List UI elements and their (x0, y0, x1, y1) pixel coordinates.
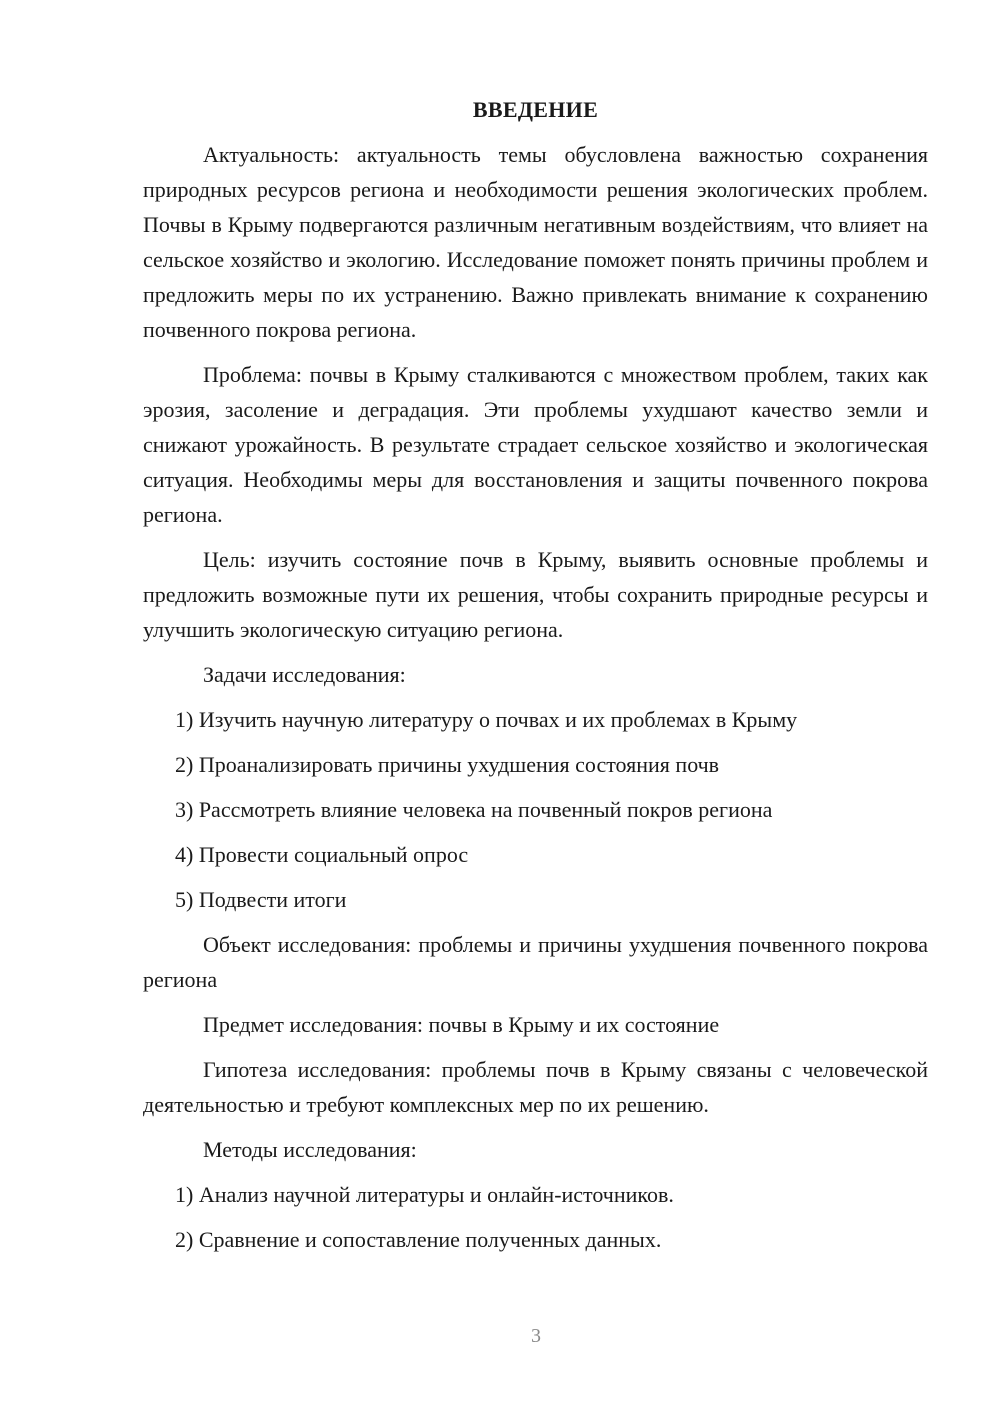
list-item: 1) Анализ научной литературы и онлайн-источников. (175, 1182, 674, 1207)
list-item: 4) Провести социальный опрос (175, 842, 469, 867)
list-item: 2) Сравнение и сопоставление полученных данных. (175, 1227, 662, 1252)
methods-list (143, 1177, 928, 1257)
list-item: 2) Проанализировать причины ухудшения состояния почв (175, 752, 720, 777)
list-item: 3) Рассмотреть влияние человека на почвенный покров региона (175, 797, 773, 822)
methods-heading: Методы исследования: (203, 1137, 417, 1162)
page-number: 3 (531, 1325, 541, 1347)
object-paragraph: Объект исследования: проблемы и причины ухудшения почвенного покрова региона (143, 932, 928, 992)
subject-paragraph: Предмет исследования: почвы в Крыму и их состояние (203, 1012, 720, 1037)
tasks-list (143, 702, 928, 917)
hypothesis-paragraph: Гипотеза исследования: проблемы почв в Крыму связаны с человеческой деятельностью и требуют комплексных мер по их решению. (143, 1057, 928, 1117)
goal-paragraph: Цель: изучить состояние почв в Крыму, выявить основные проблемы и предложить возможные пути их решения, чтобы сохранить природные ресурсы и улучшить экологическую ситуацию региона. (143, 547, 928, 642)
document-page (143, 92, 928, 1267)
section-title: ВВЕДЕНИЕ (472, 97, 599, 122)
tasks-heading: Задачи исследования: (203, 662, 406, 687)
list-item: 1) Изучить научную литературу о почвах и их проблемах в Крыму (175, 707, 798, 732)
relevance-paragraph: Актуальность: актуальность темы обусловлена важностью сохранения природных ресурсов региона и необходимости решения экологических проблем. Почвы в Крыму подвергаются различным негативным воздействиям, что влияет на сельское хозяйство и экологию. Исследование поможет понять причины проблем и предложить меры по их устранению. Важно привлекать внимание к сохранению почвенного покрова региона. (143, 142, 928, 342)
problem-paragraph: Проблема: почвы в Крыму сталкиваются с множеством проблем, таких как эрозия, засоление и деградация. Эти проблемы ухудшают качество земли и снижают урожайность. В результате страдает сельское хозяйство и экологическая ситуация. Необходимы меры для восстановления и защиты почвенного покрова региона. (143, 362, 928, 527)
list-item: 5) Подвести итоги (175, 887, 347, 912)
